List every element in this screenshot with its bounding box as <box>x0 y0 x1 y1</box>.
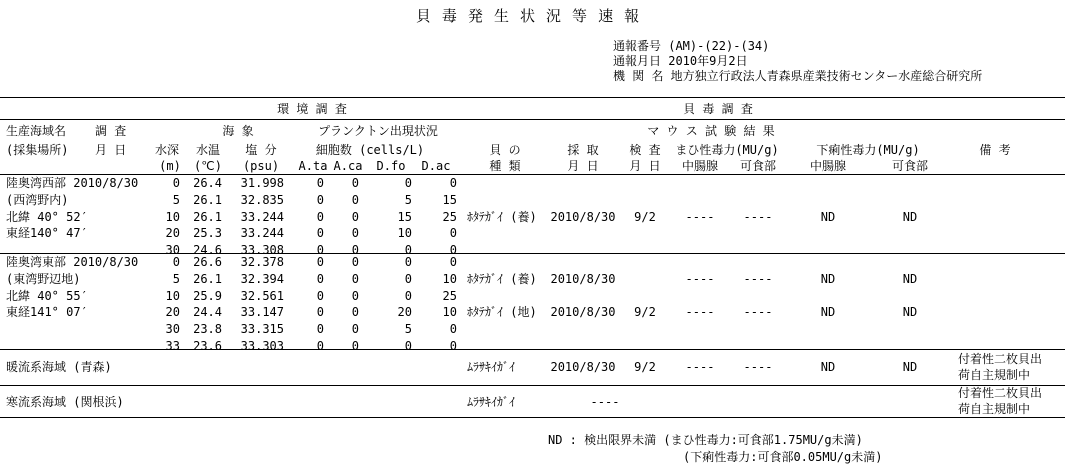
shellfish-species: ﾎﾀﾃｶﾞｲ (地) <box>467 305 537 320</box>
a-ta-cell: 0 <box>316 209 324 224</box>
warm-dsp-edible: ND <box>902 360 918 374</box>
a-ta-cell: 0 <box>316 339 324 353</box>
cold-species: ﾑﾗｻｷｲｶﾞｲ <box>467 395 516 409</box>
col-mouse-test: マ ウ ス 試 験 結 果 <box>647 124 775 138</box>
col-cell-count: 細胞数 (cells/L) <box>315 143 425 157</box>
col-remarks: 備 考 <box>979 143 1011 157</box>
warm-remark: 荷自主規制中 <box>958 368 1031 382</box>
d-fo-cell: 15 <box>397 209 412 224</box>
salinity-cell: 33.244 <box>240 226 284 241</box>
inspect-date: 9/2 <box>634 209 656 224</box>
divider <box>0 349 1065 350</box>
d-ac-cell: 10 <box>442 271 457 286</box>
a-ta-cell: 0 <box>316 226 324 241</box>
col-d-fo: D.fo <box>376 159 406 173</box>
col-shell-type: 種 類 <box>489 159 521 173</box>
report-date: 通報月日 2010年9月2日 <box>613 54 748 68</box>
d-ac-cell: 0 <box>449 243 457 258</box>
shellfish-survey-heading: 貝 毒 調 査 <box>683 102 753 116</box>
psp-edible: ---- <box>743 305 773 320</box>
col-sampling-site: (採集場所) <box>6 143 69 157</box>
area-label: 東経140° 47′ <box>6 226 88 241</box>
sample-date: 2010/8/30 <box>550 209 616 224</box>
temp-cell: 26.1 <box>193 192 222 207</box>
warm-psp-edible: ---- <box>743 360 773 374</box>
salinity-cell: 33.303 <box>240 339 284 353</box>
d-ac-cell: 25 <box>442 288 457 303</box>
sample-date: 2010/8/30 <box>550 305 616 320</box>
col-shell-of: 貝 の <box>489 143 521 157</box>
col-dsp-edible: 可食部 <box>891 159 929 173</box>
area-label: (東湾野辺地) <box>6 271 81 286</box>
dsp-edible: ND <box>902 271 918 286</box>
temp-cell: 23.6 <box>193 339 222 353</box>
col-survey: 調 査 <box>95 124 127 138</box>
a-ca-cell: 0 <box>351 288 359 303</box>
cold-remark: 付着性二枚貝出 <box>958 386 1043 400</box>
col-temp: 水温 <box>195 143 221 157</box>
d-fo-cell: 0 <box>404 255 412 269</box>
a-ca-cell: 0 <box>351 305 359 320</box>
a-ta-cell: 0 <box>316 255 324 269</box>
salinity-cell: 33.244 <box>240 209 284 224</box>
a-ta-cell: 0 <box>316 176 324 190</box>
a-ca-cell: 0 <box>351 192 359 207</box>
dsp-edible: ND <box>902 209 918 224</box>
psp-midgut: ---- <box>685 271 715 286</box>
area-label: 陸奥湾西部 2010/8/30 <box>6 176 139 190</box>
d-fo-cell: 0 <box>404 339 412 353</box>
depth-cell: 33 <box>165 339 180 353</box>
warm-sample-date: 2010/8/30 <box>550 360 616 374</box>
depth-cell: 30 <box>165 322 180 337</box>
a-ca-cell: 0 <box>351 322 359 337</box>
warm-psp-midgut: ---- <box>685 360 715 374</box>
temp-cell: 26.6 <box>193 255 222 269</box>
salinity-cell: 32.378 <box>240 255 284 269</box>
col-salinity-unit: (psu) <box>242 159 280 173</box>
temp-cell: 26.1 <box>193 209 222 224</box>
divider <box>0 385 1065 386</box>
warm-remark: 付着性二枚貝出 <box>958 352 1043 366</box>
col-edible: 可食部 <box>739 159 777 173</box>
a-ca-cell: 0 <box>351 243 359 258</box>
agency-name: 機 関 名 地方独立行政法人青森県産業技術センター水産総合研究所 <box>613 69 983 83</box>
col-sampling-md: 月 日 <box>567 159 599 173</box>
d-ac-cell: 0 <box>449 339 457 353</box>
sample-date: 2010/8/30 <box>550 271 616 286</box>
env-survey-heading: 環 境 調 査 <box>277 102 347 116</box>
dsp-edible: ND <box>902 305 918 320</box>
d-fo-cell: 0 <box>404 176 412 190</box>
footnote-dsp: (下痢性毒力:可食部0.05MU/g未満) <box>683 450 883 464</box>
col-midgut: 中腸腺 <box>681 159 719 173</box>
psp-edible: ---- <box>743 209 773 224</box>
shellfish-species: ﾎﾀﾃｶﾞｲ (養) <box>467 209 537 224</box>
shellfish-species: ﾎﾀﾃｶﾞｲ (養) <box>467 271 537 286</box>
temp-cell: 26.1 <box>193 271 222 286</box>
col-area-name: 生産海域名 <box>6 124 67 138</box>
salinity-cell: 32.394 <box>240 271 284 286</box>
d-fo-cell: 10 <box>397 226 412 241</box>
a-ca-cell: 0 <box>351 209 359 224</box>
psp-edible: ---- <box>743 271 773 286</box>
d-ac-cell: 0 <box>449 176 457 190</box>
depth-cell: 0 <box>172 255 180 269</box>
psp-midgut: ---- <box>685 209 715 224</box>
dsp-midgut: ND <box>820 209 836 224</box>
a-ca-cell: 0 <box>351 226 359 241</box>
temp-cell: 24.4 <box>193 305 222 320</box>
a-ta-cell: 0 <box>316 192 324 207</box>
d-fo-cell: 0 <box>404 271 412 286</box>
dsp-midgut: ND <box>820 305 836 320</box>
a-ta-cell: 0 <box>316 288 324 303</box>
d-ac-cell: 0 <box>449 226 457 241</box>
col-depth-unit: (m) <box>159 159 181 173</box>
d-fo-cell: 0 <box>404 243 412 258</box>
area-label: 陸奥湾東部 2010/8/30 <box>6 255 139 269</box>
area-label: (西湾野内) <box>6 192 69 207</box>
a-ca-cell: 0 <box>351 255 359 269</box>
cold-remark: 荷自主規制中 <box>958 402 1031 416</box>
d-ac-cell: 25 <box>442 209 457 224</box>
a-ca-cell: 0 <box>351 176 359 190</box>
area-label: 東経141° 07′ <box>6 305 88 320</box>
report-title: 貝 毒 発 生 状 況 等 速 報 <box>415 7 641 25</box>
a-ta-cell: 0 <box>316 271 324 286</box>
salinity-cell: 33.315 <box>240 322 284 337</box>
divider <box>0 174 1065 175</box>
depth-cell: 5 <box>172 271 180 286</box>
salinity-cell: 33.147 <box>240 305 284 320</box>
area-label: 北緯 40° 52′ <box>6 209 88 224</box>
d-fo-cell: 0 <box>404 288 412 303</box>
divider <box>0 253 1065 254</box>
col-temp-unit: (℃) <box>194 159 222 173</box>
depth-cell: 10 <box>165 288 180 303</box>
d-ac-cell: 0 <box>449 322 457 337</box>
temp-cell: 25.9 <box>193 288 222 303</box>
salinity-cell: 31.998 <box>240 176 284 190</box>
divider <box>0 417 1065 418</box>
depth-cell: 0 <box>172 176 180 190</box>
salinity-cell: 33.308 <box>240 243 284 258</box>
col-sea-condition: 海 象 <box>222 124 254 138</box>
col-plankton: プランクトン出現状況 <box>318 124 438 138</box>
depth-cell: 20 <box>165 305 180 320</box>
col-dsp-midgut: 中腸腺 <box>809 159 847 173</box>
depth-cell: 20 <box>165 226 180 241</box>
warm-dsp-midgut: ND <box>820 360 836 374</box>
col-psp: まひ性毒力(MU/g) <box>675 143 779 157</box>
col-d-ac: D.ac <box>421 159 451 173</box>
col-a-ca: A.ca <box>333 159 363 173</box>
report-number: 通報番号 (AM)-(22)-(34) <box>613 39 770 53</box>
depth-cell: 5 <box>172 192 180 207</box>
salinity-cell: 32.561 <box>240 288 284 303</box>
d-ac-cell: 0 <box>449 255 457 269</box>
temp-cell: 24.6 <box>193 243 222 258</box>
a-ca-cell: 0 <box>351 271 359 286</box>
divider <box>0 119 1065 120</box>
col-dsp: 下痢性毒力(MU/g) <box>816 143 920 157</box>
cold-area: 寒流系海域 (関根浜) <box>6 395 124 409</box>
col-salinity: 塩 分 <box>245 143 277 157</box>
temp-cell: 23.8 <box>193 322 222 337</box>
footnote-nd: ND : 検出限界未満 (まひ性毒力:可食部1.75MU/g未満) <box>548 433 863 447</box>
area-label: 北緯 40° 55′ <box>6 288 88 303</box>
dsp-midgut: ND <box>820 271 836 286</box>
warm-area: 暖流系海域 (青森) <box>6 360 112 374</box>
col-depth: 水深 <box>154 143 180 157</box>
a-ca-cell: 0 <box>351 339 359 353</box>
a-ta-cell: 0 <box>316 243 324 258</box>
depth-cell: 30 <box>165 243 180 258</box>
d-fo-cell: 5 <box>404 192 412 207</box>
temp-cell: 25.3 <box>193 226 222 241</box>
inspect-date: 9/2 <box>634 305 656 320</box>
d-fo-cell: 20 <box>397 305 412 320</box>
a-ta-cell: 0 <box>316 305 324 320</box>
salinity-cell: 32.835 <box>240 192 284 207</box>
psp-midgut: ---- <box>685 305 715 320</box>
warm-inspect-date: 9/2 <box>634 360 656 374</box>
d-ac-cell: 10 <box>442 305 457 320</box>
temp-cell: 26.4 <box>193 176 222 190</box>
col-month-day: 月 日 <box>95 143 127 157</box>
a-ta-cell: 0 <box>316 322 324 337</box>
col-inspection: 検 査 <box>629 143 661 157</box>
depth-cell: 10 <box>165 209 180 224</box>
col-inspection-md: 月 日 <box>629 159 661 173</box>
d-ac-cell: 15 <box>442 192 457 207</box>
cold-sample-date: ---- <box>590 395 620 409</box>
d-fo-cell: 5 <box>404 322 412 337</box>
warm-species: ﾑﾗｻｷｲｶﾞｲ <box>467 360 516 374</box>
col-sampling: 採 取 <box>567 143 599 157</box>
divider <box>0 97 1065 98</box>
col-a-ta: A.ta <box>298 159 328 173</box>
